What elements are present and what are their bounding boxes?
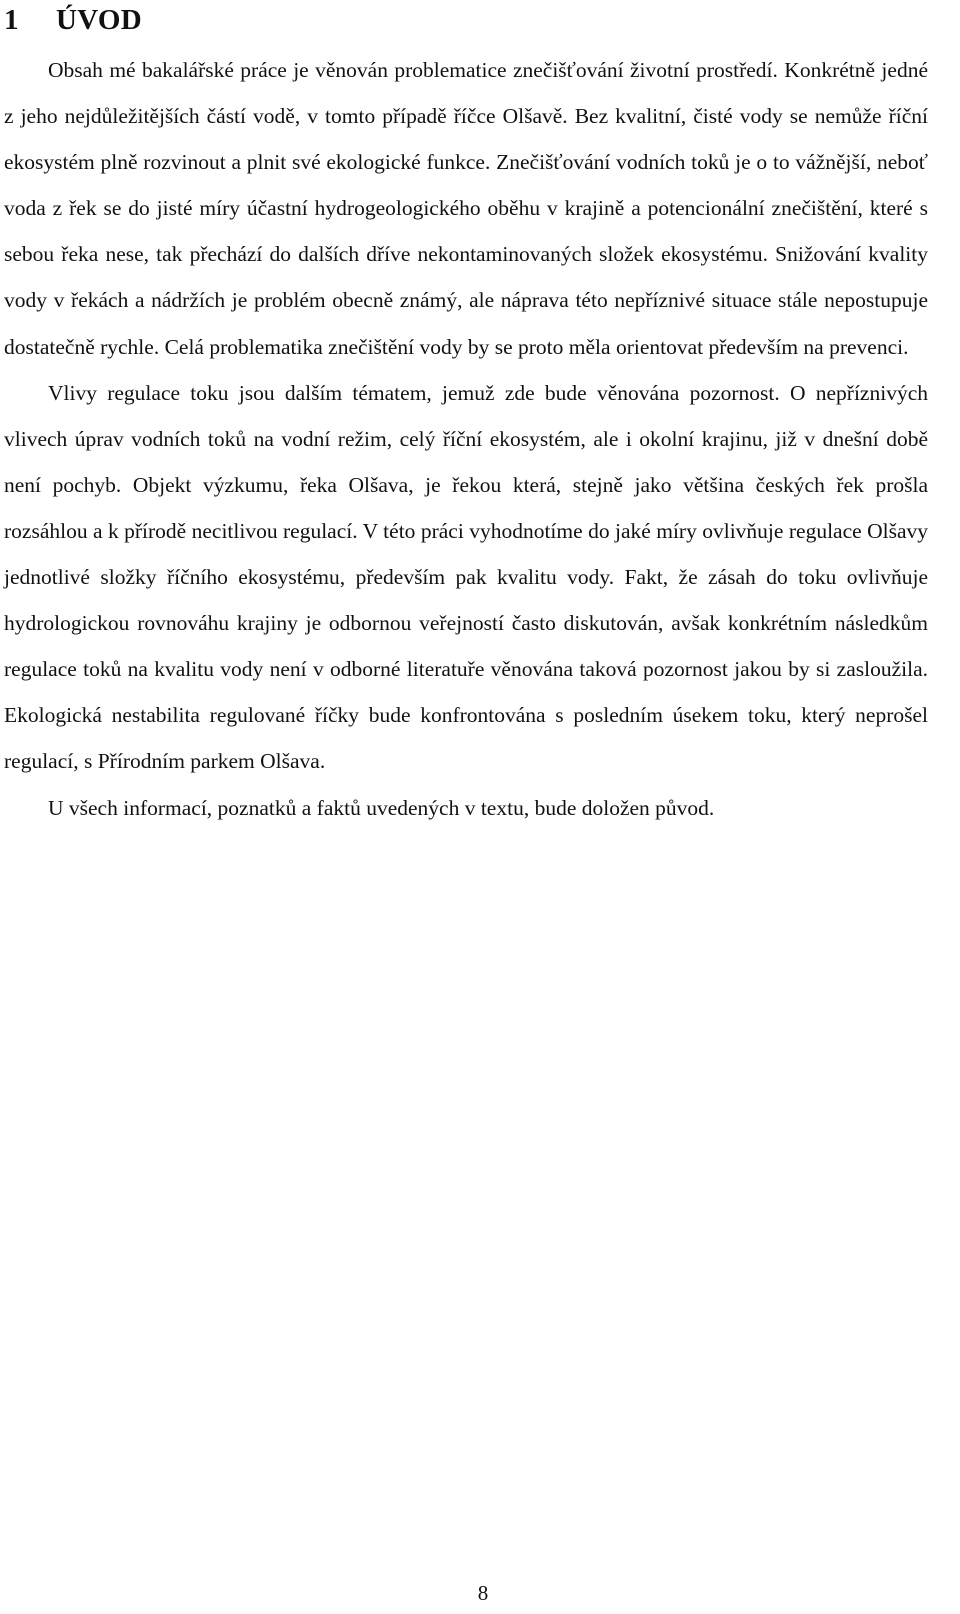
paragraph-sources: U všech informací, poznatků a faktů uvedených v textu, bude doložen původ. <box>48 795 715 820</box>
chapter-body <box>4 47 928 831</box>
page-number: 8 <box>477 1581 489 1605</box>
chapter-number: 1 <box>4 4 19 36</box>
chapter-heading <box>4 0 142 40</box>
paragraph-regulation: Vlivy regulace toku jsou dalším tématem, jemuž zde bude věnována pozornost. O nepříznivých vlivech úprav vodních toků na vodní režim, celý říční ekosystém, ale i okolní krajinu, již v dnešní době není pochyb. Objekt výzkumu, řeka Olšava, je řekou která, stejně jako většina českých řek prošla rozsáhlou a k přírodě necitlivou regulací. V této práci vyhodnotíme do jaké míry ovlivňuje regulace Olšavy jednotlivé složky říčního ekosystému, především pak kvalitu vody. Fakt, že zásah do toku ovlivňuje hydrologickou rovnováhu krajiny je odbornou veřejností často diskutován, avšak konkrétním následkům regulace toků na kvalitu vody není v odborné literatuře věnována taková pozornost jakou by si zasloužila. Ekologická nestabilita regulované říčky bude konfrontována s posledním úsekem toku, který neprošel regulací, s Přírodním parkem Olšava. <box>4 380 928 774</box>
paragraph-intro: Obsah mé bakalářské práce je věnován problematice znečišťování životní prostředí. Konkrétně jedné z jeho nejdůležitějších částí vodě, v tomto případě říčce Olšavě. Bez kvalitní, čisté vody se nemůže říční ekosystém plně rozvinout a plnit své ekologické funkce. Znečišťování vodních toků je o to vážnější, neboť voda z řek se do jisté míry účastní hydrogeologického oběhu v krajině a potencionální znečištění, které s sebou řeka nese, tak přechází do dalších dříve nekontaminovaných složek ekosystému. Snižování kvality vody v řekách a nádržích je problém obecně známý, ale náprava této nepříznivé situace stále nepostupuje dostatečně rychle. Celá problematika znečištění vody by se proto měla orientovat především na prevenci. <box>4 58 928 359</box>
chapter-title: ÚVOD <box>56 4 143 36</box>
